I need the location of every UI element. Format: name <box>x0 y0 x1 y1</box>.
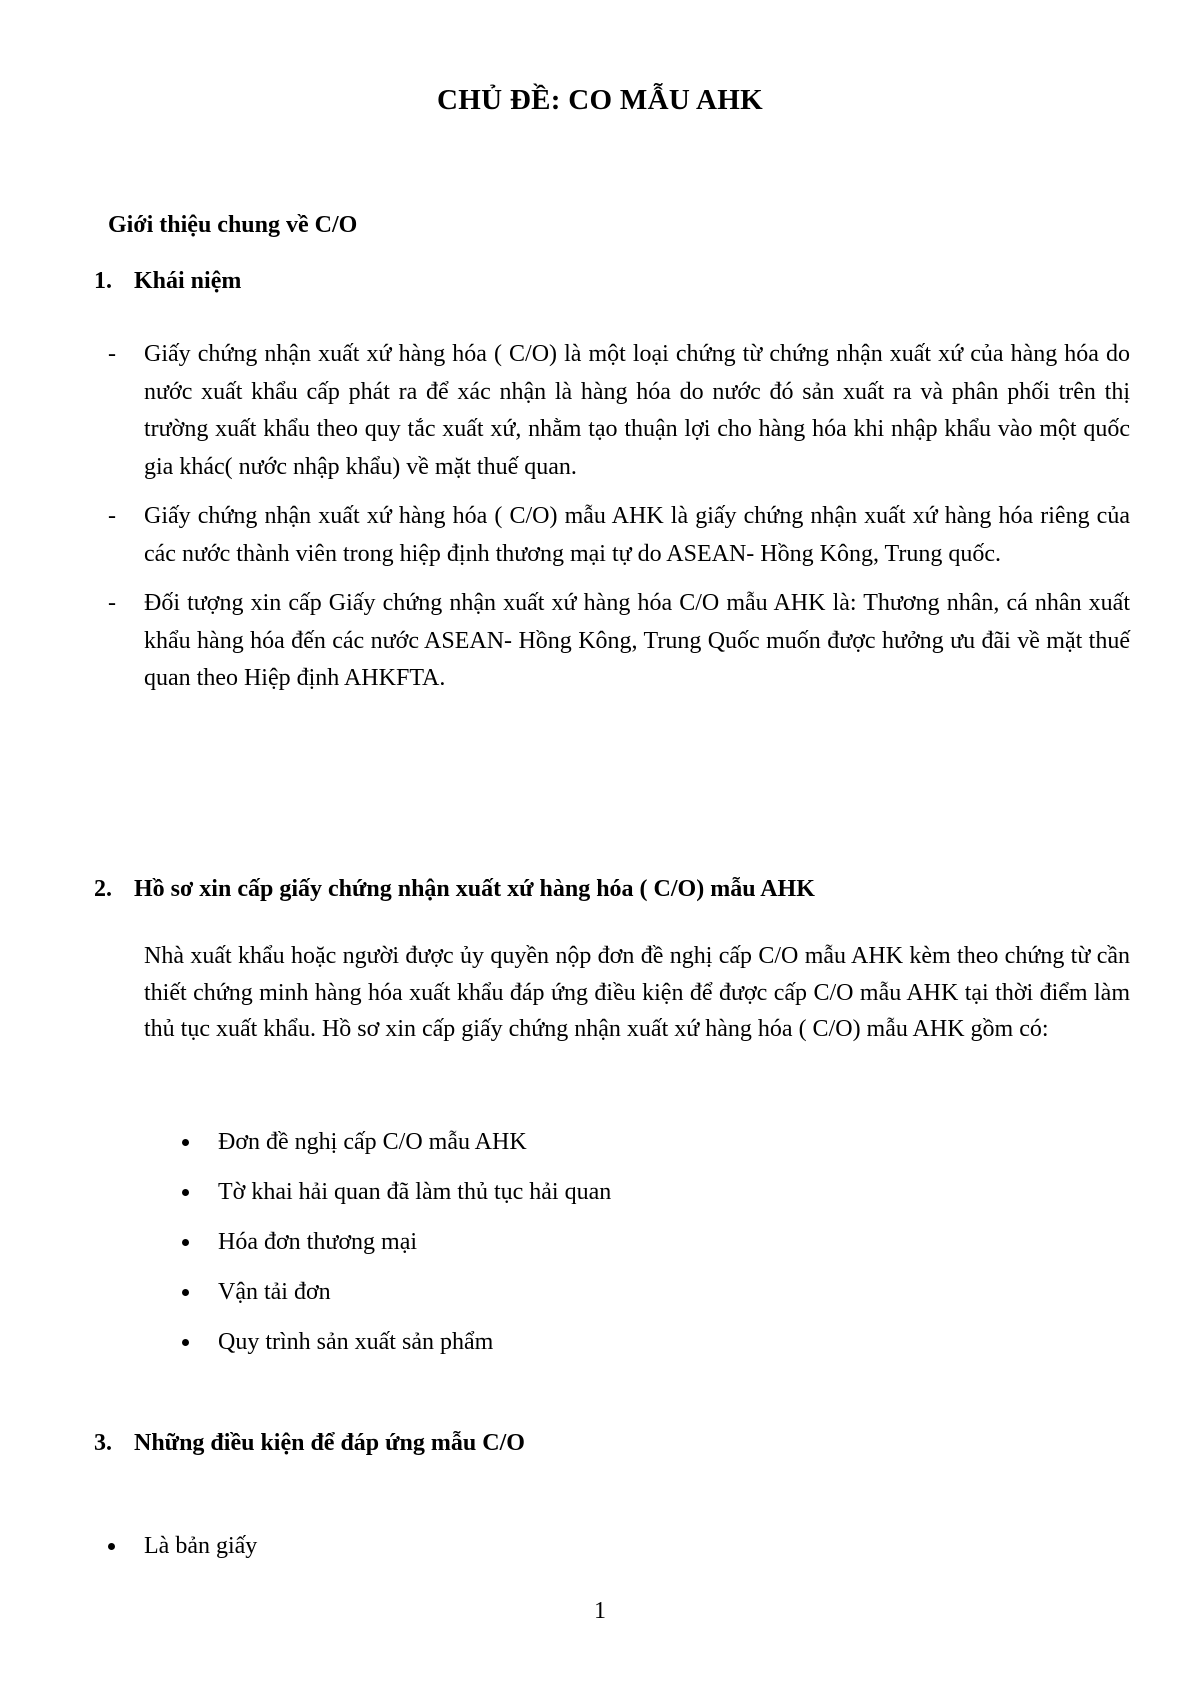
list-item-text: Đơn đề nghị cấp C/O mẫu AHK <box>218 1129 527 1155</box>
dash-marker: - <box>108 503 116 529</box>
list-item-text: Là bản giấy <box>144 1533 258 1559</box>
dash-marker: - <box>108 590 116 616</box>
bullet-icon <box>182 1339 189 1346</box>
list-item-text: Tờ khai hải quan đã làm thủ tục hải quan <box>218 1179 612 1205</box>
bullet-icon <box>182 1189 189 1196</box>
section-2-bullet-list <box>182 1122 611 1372</box>
bullet-icon <box>182 1289 189 1296</box>
document-title: CHỦ ĐỀ: CO MẪU AHK <box>437 84 763 116</box>
list-item <box>182 1322 611 1372</box>
section-1-number: 1. <box>94 268 112 294</box>
bullet-icon <box>108 1543 115 1550</box>
section-2-paragraph: Nhà xuất khẩu hoặc người được ủy quyền nộp đơn đề nghị cấp C/O mẫu AHK kèm theo chứng từ cần thiết chứng minh hàng hóa xuất khẩu đáp ứng điều kiện để được cấp C/O mẫu AHK tại thời điểm làm thủ tục xuất khẩu. Hồ sơ xin cấp giấy chứng nhận xuất xứ hàng hóa ( C/O) mẫu AHK gồm có: <box>144 943 1130 1042</box>
list-item <box>182 1222 611 1272</box>
section-1-title: Khái niệm <box>134 268 242 294</box>
section-2-number: 2. <box>94 876 112 902</box>
list-item <box>182 1272 611 1322</box>
section-2-heading <box>94 876 815 903</box>
list-item-text: Quy trình sản xuất sản phẩm <box>218 1329 494 1355</box>
list-item <box>100 585 1130 698</box>
section-3-heading <box>94 1430 525 1457</box>
section-3-number: 3. <box>94 1430 112 1456</box>
list-item-text: Hóa đơn thương mại <box>218 1229 418 1255</box>
bullet-icon <box>182 1239 189 1246</box>
list-item <box>182 1122 611 1172</box>
list-item-text: Giấy chứng nhận xuất xứ hàng hóa ( C/O) mẫu AHK là giấy chứng nhận xuất xứ hàng hóa riêng của các nước thành viên trong hiệp định thương mại tự do ASEAN- Hồng Kông, Trung quốc. <box>144 503 1130 567</box>
list-item <box>100 498 1130 573</box>
dash-marker: - <box>108 341 116 367</box>
intro-heading: Giới thiệu chung về C/O <box>108 212 358 238</box>
page-number: 1 <box>594 1598 606 1624</box>
list-item-text: Giấy chứng nhận xuất xứ hàng hóa ( C/O) là một loại chứng từ chứng nhận xuất xứ của hàng hóa do nước xuất khẩu cấp phát ra để xác nhận là hàng hóa do nước đó sản xuất ra và phân phối trên thị trường xuất khẩu theo quy tắc xuất xứ, nhằm tạo thuận lợi cho hàng hóa khi nhập khẩu vào một quốc gia khác( nước nhập khẩu) về mặt thuế quan. <box>144 341 1130 480</box>
section-2-title: Hồ sơ xin cấp giấy chứng nhận xuất xứ hàng hóa ( C/O) mẫu AHK <box>134 876 815 902</box>
section-1-definition-list <box>100 336 1130 710</box>
section-3-bullet <box>108 1526 257 1566</box>
list-item <box>100 336 1130 486</box>
bullet-icon <box>182 1139 189 1146</box>
list-item-text: Vận tải đơn <box>218 1279 331 1305</box>
section-3-title: Những điều kiện để đáp ứng mẫu C/O <box>134 1430 525 1456</box>
section-1-heading <box>94 268 241 295</box>
list-item-text: Đối tượng xin cấp Giấy chứng nhận xuất xứ hàng hóa C/O mẫu AHK là: Thương nhân, cá nhân xuất khẩu hàng hóa đến các nước ASEAN- Hồng Kông, Trung Quốc muốn được hưởng ưu đãi về mặt thuế quan theo Hiệp định AHKFTA. <box>144 590 1130 691</box>
list-item <box>182 1172 611 1222</box>
